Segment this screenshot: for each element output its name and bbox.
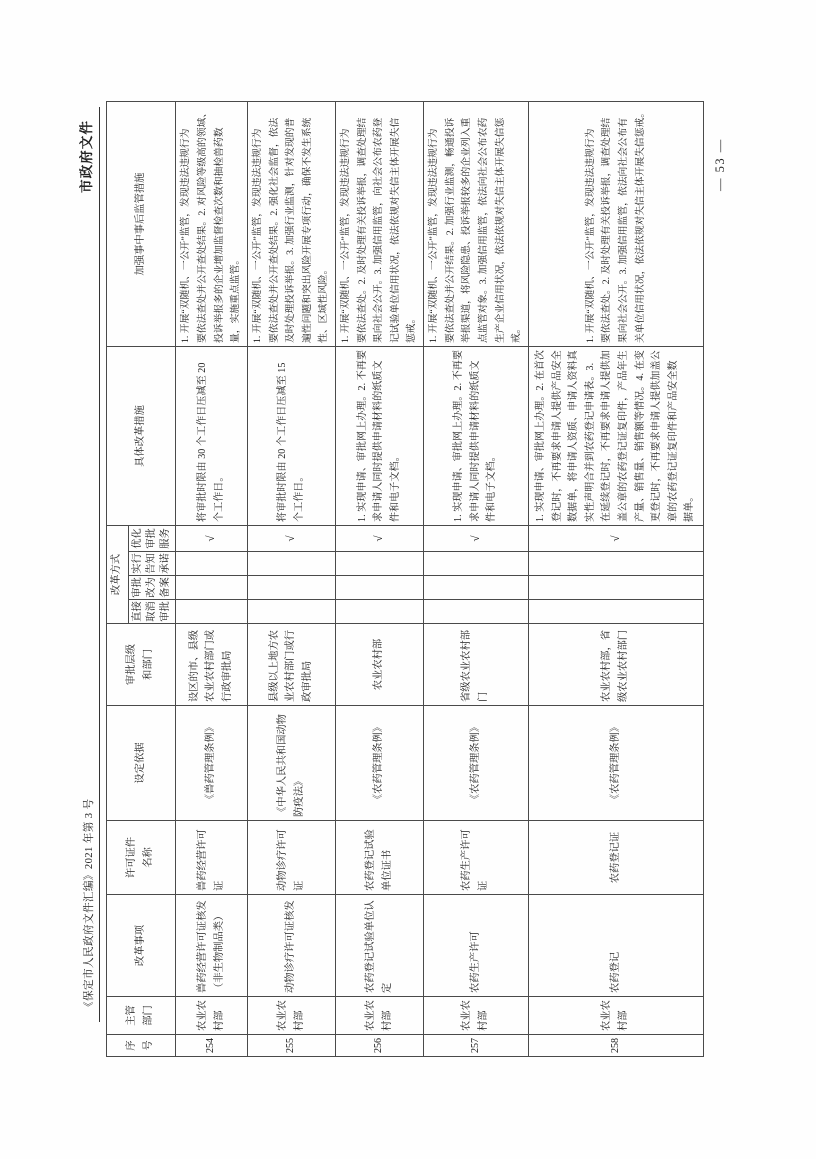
cell-license: 动物诊疗许可 证 (248, 821, 336, 895)
cell-item: 动物诊疗许可证核发 (248, 895, 336, 997)
cell-seq: 254 (176, 1035, 248, 1057)
header-method-filing: 审批 改为 备案 (129, 576, 176, 600)
page-number: — 53 — (713, 138, 727, 191)
cell-method-cancel (424, 600, 529, 624)
table-header-row (107, 102, 129, 1057)
cell-level: 县级以上地方农 业农村部门或行 政审批局 (248, 624, 336, 706)
cell-supervision: 1. 开展“双随机、一公开”监管，发现违法违规行为 要依法查处。2. 及时处理有关投诉举报，调查处理结 果向社会公开。3. 加强信用监管，向社会公布农药登 记试验单位信用状况，依法依规对失信主体开展失信 惩戒。 (336, 102, 424, 347)
header-method: 改革方式 (107, 526, 129, 624)
cell-basis: 《兽药管理条例》 (176, 706, 248, 821)
header-item: 改革事项 (107, 895, 176, 997)
cell-basis: 《农药管理条例》 (336, 706, 424, 821)
cell-measures: 将审批时限由 30 个工作日压减至 20 个工作日。 (176, 347, 248, 526)
cell-license: 农药登记试验 单位证书 (336, 821, 424, 895)
cell-method-cancel (529, 600, 704, 624)
cell-method-notify (176, 552, 248, 576)
cell-measures: 1. 实现申请、审批网上办理。2. 在首次 登记时，不再要求申请人提供产品安全 数据单，将申请人资质、申请人资料真 实性声明合并到农药登记申请表。3. 在延续登记时，不再要求申请人提供加 盖公章的农药登记证复印件，产品年生 产量、销售量、销售额等情况。4. 在变 更登记时，不再要求申请人提供加盖公 章的农药登记证复印件和产品安全数 据单。 (529, 347, 704, 526)
header-basis: 设定依据 (107, 706, 176, 821)
cell-seq: 258 (529, 1035, 704, 1057)
cell-license: 农药生产许可 证 (424, 821, 529, 895)
cell-dept: 农业农 村部 (336, 997, 424, 1035)
cell-method-optimize (424, 526, 529, 552)
cell-item: 农药登记 (529, 895, 704, 997)
cell-method-cancel (176, 600, 248, 624)
cell-method-filing (176, 576, 248, 600)
cell-supervision: 1. 开展“双随机、一公开”监管，发现违法违规行为 要依法查处并公开查处结果。2. 对风险等级高的领域、 投诉举报多的企业增加监督检查次数和抽检兽药数 量，实施重点监管。 (176, 102, 248, 347)
cell-method-filing (529, 576, 704, 600)
cell-measures: 将审批时限由 20 个工作日压减至 15 个工作日。 (248, 347, 336, 526)
cell-item: 兽药经营许可证核发 （非生物制品类） (176, 895, 248, 997)
cell-item: 农药生产许可 (424, 895, 529, 997)
header-method-cancel: 直接 取消 审批 (129, 600, 176, 624)
cell-method-notify (424, 552, 529, 576)
cell-method-notify (529, 552, 704, 576)
cell-license: 兽药经营许可 证 (176, 821, 248, 895)
header-seq: 序 号 (107, 1035, 176, 1057)
header-method-notify: 实行 告知 承诺 (129, 552, 176, 576)
reform-table (106, 101, 704, 1057)
table-row (176, 102, 248, 1057)
header-method-optimize: 优化 审批 服务 (129, 526, 176, 552)
cell-basis: 《中华人民共和国动物 防疫法》 (248, 706, 336, 821)
cell-method-optimize (248, 526, 336, 552)
table-row (424, 102, 529, 1057)
cell-method-optimize (336, 526, 424, 552)
cell-method-filing (248, 576, 336, 600)
cell-basis: 《农药管理条例》 (529, 706, 704, 821)
check-mark-icon: √ (285, 535, 298, 542)
cell-level: 设区的市、县级 农业农村部门或 行政审批局 (176, 624, 248, 706)
header-measures: 具体改革措施 (107, 347, 176, 526)
running-header-publication: 《保定市人民政府文件汇编》2021 年第 3 号 (84, 798, 95, 1012)
cell-method-notify (336, 552, 424, 576)
cell-license: 农药登记证 (529, 821, 704, 895)
cell-method-filing (424, 576, 529, 600)
cell-dept: 农业农 村部 (424, 997, 529, 1035)
cell-supervision: 1. 开展“双随机、一公开”监管，发现违法违规行为 要依法查处并公开查处结果。2. 强化社会监督，依法 及时处理投诉举报。3. 加强行业监测，针对发现的普 遍性问题和突出风险开展专项行动，确保不发生系统 性、区域性风险。 (248, 102, 336, 347)
header-supervision: 加强事中事后监管措施 (107, 102, 176, 347)
cell-level: 农业农村部 (336, 624, 424, 706)
cell-supervision: 1. 开展“双随机、一公开”监管，发现违法违规行为 要依法查处。2. 及时处理有关投诉举报，调查处理结 果向社会公开。3. 加强信用监管，依法向社会公布有 关单位信用状况，依法依规对失信主体开展失信惩戒。 (529, 102, 704, 347)
header-level: 审批层级 和部门 (107, 624, 176, 706)
table-row (248, 102, 336, 1057)
check-mark-icon: √ (373, 535, 386, 542)
table-row (336, 102, 424, 1057)
cell-method-cancel (248, 600, 336, 624)
cell-dept: 农业农 村部 (248, 997, 336, 1035)
header-rule (99, 107, 100, 1022)
cell-seq: 255 (248, 1035, 336, 1057)
cell-method-filing (336, 576, 424, 600)
cell-method-cancel (336, 600, 424, 624)
check-mark-icon: √ (609, 535, 622, 542)
cell-measures: 1. 实现申请、审批网上办理。2. 不再要 求申请人同时提供申请材料的纸质文 件和电子文档。 (424, 347, 529, 526)
cell-measures: 1. 实现申请、审批网上办理。2. 不再要 求申请人同时提供申请材料的纸质文 件和电子文档。 (336, 347, 424, 526)
check-mark-icon: √ (469, 535, 482, 542)
cell-method-optimize (529, 526, 704, 552)
cell-dept: 农业农 村部 (176, 997, 248, 1035)
cell-basis: 《农药管理条例》 (424, 706, 529, 821)
cell-dept: 农业农 村部 (529, 997, 704, 1035)
cell-item: 农药登记试验单位认 定 (336, 895, 424, 997)
header-dept: 主管 部门 (107, 997, 176, 1035)
header-license: 许可证件 名称 (107, 821, 176, 895)
cell-level: 农业农村部，省 级农业农村部门 (529, 624, 704, 706)
cell-seq: 256 (336, 1035, 424, 1057)
cell-level: 省级农业农村部 门 (424, 624, 529, 706)
cell-method-optimize (176, 526, 248, 552)
check-mark-icon: √ (205, 535, 218, 542)
table-row (529, 102, 704, 1057)
cell-method-notify (248, 552, 336, 576)
cell-seq: 257 (424, 1035, 529, 1057)
running-header-section: 市政府文件 (79, 120, 95, 193)
cell-supervision: 1. 开展“双随机、一公开”监管，发现违法违规行为 要依法查处并公开结果。2. 加强行业监测，畅通投诉 举报渠道，将风险隐患、投诉举报较多的企业列入重 点监管对象。3. 加强信用监管，依法向社会公布农药 生产企业信用状况，依法依规对失信主体开展失信惩 戒。 (424, 102, 529, 347)
